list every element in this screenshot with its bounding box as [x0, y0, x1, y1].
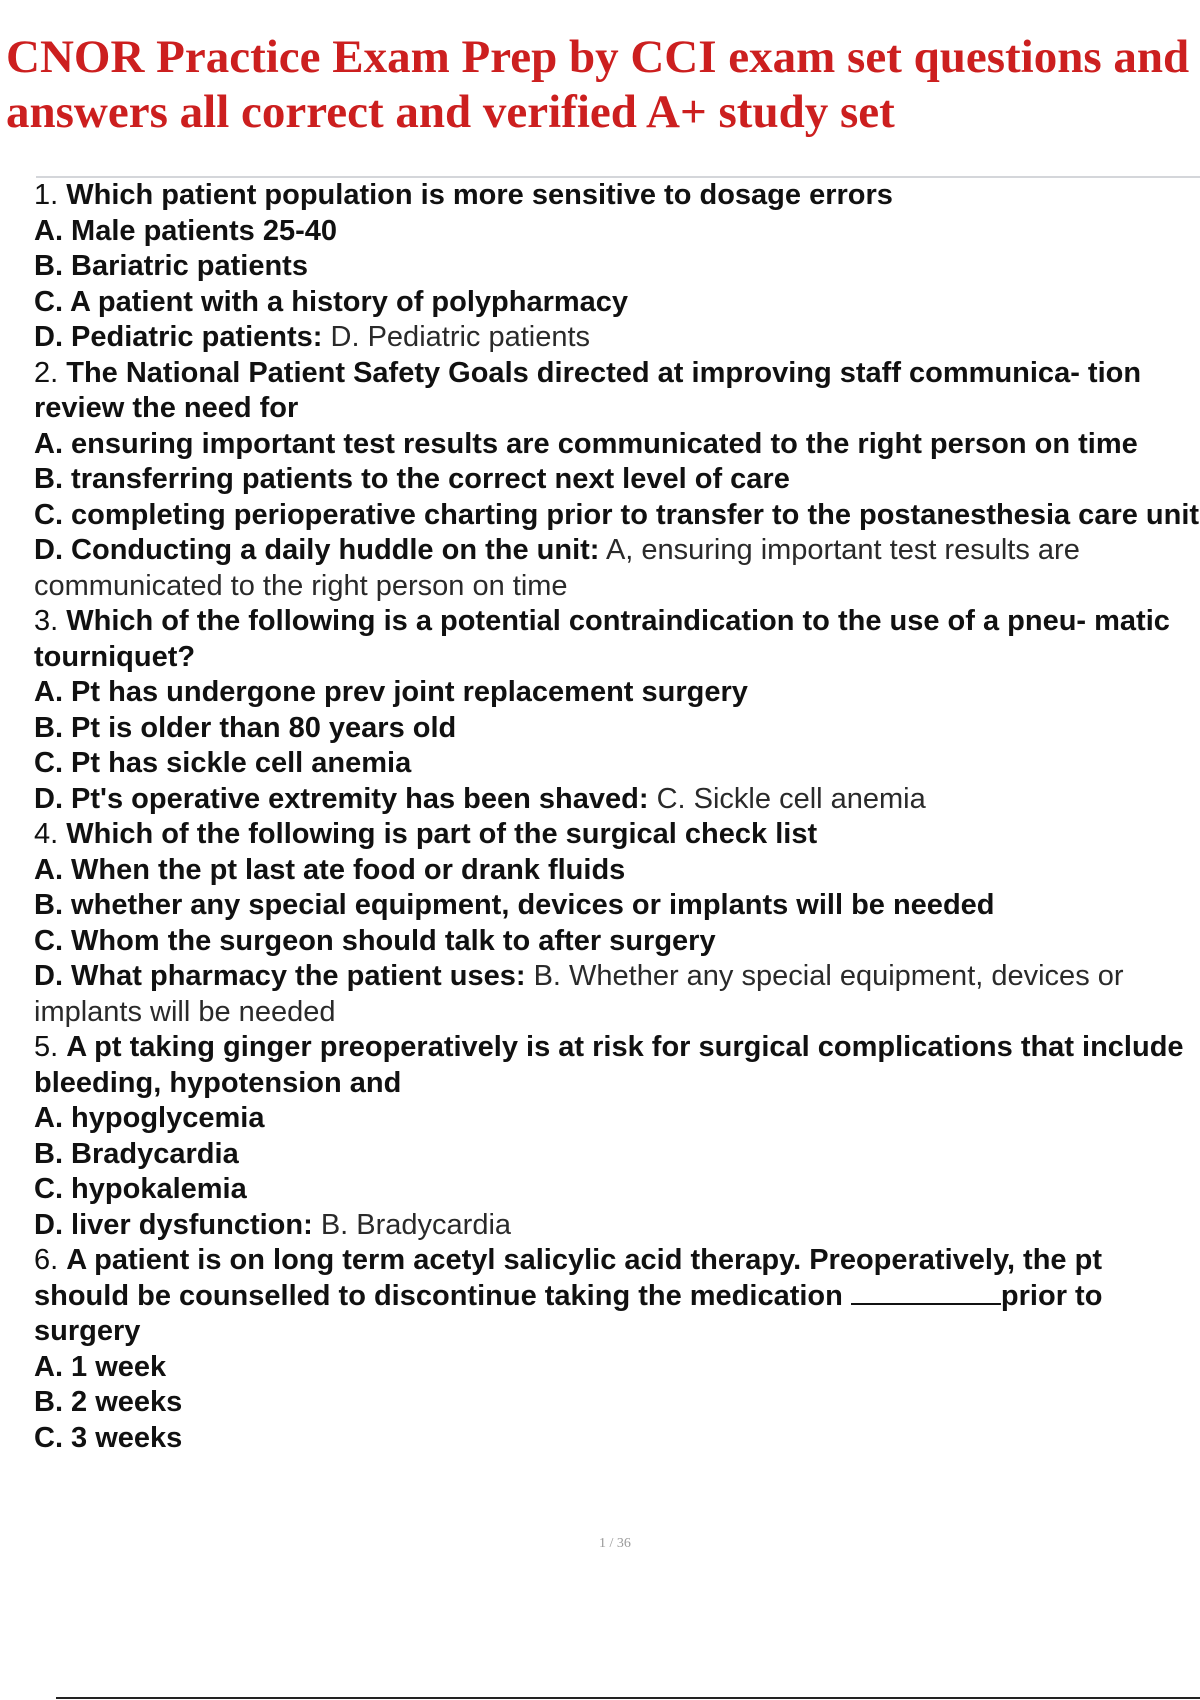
option-text: D. What pharmacy the patient uses:	[34, 960, 526, 992]
question-6-stem-line-3	[34, 1314, 1200, 1350]
option-c	[34, 1421, 1200, 1457]
question-number: 4.	[34, 818, 59, 850]
option-text: C. Pt has sickle cell anemia	[34, 747, 412, 779]
option-c	[34, 924, 1200, 960]
option-text: A. When the pt last ate food or drank fluids	[34, 853, 626, 886]
question-text: should be counselled to discontinue taking the medication	[34, 1279, 843, 1312]
option-text: B. Bariatric patients	[34, 250, 308, 282]
question-1	[34, 178, 1200, 356]
option-text: D. Conducting a daily huddle on the unit:	[34, 534, 600, 566]
option-text: B. transferring patients to the correct next level of care	[34, 463, 790, 495]
option-a	[34, 675, 1200, 711]
question-2-stem	[34, 356, 1200, 427]
option-a	[34, 427, 1200, 463]
option-text: D. Pediatric patients:	[34, 321, 323, 353]
question-6-stem-line-2	[34, 1279, 1200, 1315]
option-b	[34, 888, 1200, 924]
answer-text: D. Pediatric patients	[330, 321, 591, 353]
page-number: 1 / 36	[599, 1536, 631, 1551]
option-a	[34, 853, 1200, 889]
option-a	[34, 1101, 1200, 1137]
document-title	[6, 30, 1200, 140]
option-text: C. Whom the surgeon should talk to after surgery	[34, 924, 716, 957]
option-c	[34, 1172, 1200, 1208]
question-text: A pt taking ginger preoperatively is at risk for surgical complications that include bleeding, hypotension and	[34, 1031, 1184, 1099]
option-d	[34, 959, 1200, 1030]
question-text: Which of the following is part of the surgical check list	[66, 818, 818, 850]
question-3	[34, 604, 1200, 817]
question-6-stem-line-1	[34, 1243, 1200, 1279]
option-c	[34, 285, 1200, 321]
option-text: A. ensuring important test results are communicated to the right person on time	[34, 427, 1138, 460]
answer-text: C. Sickle cell anemia	[656, 782, 926, 815]
option-d	[34, 782, 1200, 818]
question-list	[34, 178, 1200, 1456]
question-text: A patient is on long term acetyl salicylic acid therapy. Preoperatively, the pt	[66, 1244, 1102, 1276]
option-c	[34, 498, 1200, 534]
question-2	[34, 356, 1200, 605]
footer-divider	[56, 1697, 1200, 1699]
option-c	[34, 746, 1200, 782]
option-text: B. 2 weeks	[34, 1386, 183, 1418]
question-5-stem	[34, 1030, 1200, 1101]
question-number: 1.	[34, 179, 59, 211]
question-1-stem	[34, 178, 1200, 214]
document-title-line-1: CNOR Practice Exam Prep by CCI exam set questions and	[6, 31, 1190, 83]
question-number: 6.	[34, 1244, 59, 1276]
answer-text: A, ensuring important test results are communicated to the right person on time	[34, 534, 1080, 602]
option-b	[34, 1385, 1200, 1421]
question-4-stem	[34, 817, 1200, 853]
answer-text: B. Whether any special equipment, devices or implants will be needed	[34, 960, 1124, 1028]
question-text: The National Patient Safety Goals directed at improving staff communica- tion review the need for	[34, 356, 1142, 424]
option-text: D. liver dysfunction:	[34, 1208, 313, 1241]
option-text: B. Pt is older than 80 years old	[34, 711, 457, 744]
option-text: D. Pt's operative extremity has been shaved:	[34, 782, 649, 815]
option-a	[34, 214, 1200, 250]
option-text: A. 1 week	[34, 1350, 167, 1383]
fill-in-blank	[851, 1279, 1001, 1305]
option-b	[34, 249, 1200, 285]
option-d	[34, 533, 1200, 604]
option-b	[34, 1137, 1200, 1173]
question-5	[34, 1030, 1200, 1243]
option-d	[34, 1208, 1200, 1244]
option-text: B. whether any special equipment, devices or implants will be needed	[34, 889, 995, 921]
question-4	[34, 817, 1200, 1030]
question-number: 2.	[34, 356, 59, 389]
option-text: C. 3 weeks	[34, 1421, 183, 1454]
option-a	[34, 1350, 1200, 1386]
option-text: C. completing perioperative charting prior to transfer to the postanesthesia care unit	[34, 498, 1200, 531]
question-3-stem	[34, 604, 1200, 675]
question-number: 3.	[34, 605, 59, 637]
option-text: B. Bradycardia	[34, 1137, 239, 1170]
option-text: A. hypoglycemia	[34, 1102, 265, 1134]
question-text: Which of the following is a potential contraindication to the use of a pneu- matic tourniquet?	[34, 605, 1170, 673]
document-title-line-2: answers all correct and verified A+ study set	[6, 86, 895, 138]
option-text: C. hypokalemia	[34, 1173, 247, 1205]
option-text: A. Male patients 25-40	[34, 214, 337, 247]
question-text: prior to	[1000, 1279, 1103, 1312]
question-text: surgery	[34, 1315, 141, 1347]
option-text: A. Pt has undergone prev joint replacement surgery	[34, 676, 748, 708]
question-text: Which patient population is more sensitive to dosage errors	[66, 179, 893, 211]
answer-text: B. Bradycardia	[320, 1208, 512, 1241]
option-d	[34, 320, 1200, 356]
option-b	[34, 462, 1200, 498]
question-number: 5.	[34, 1031, 59, 1063]
question-6	[34, 1243, 1200, 1456]
option-text: C. A patient with a history of polypharmacy	[34, 285, 629, 318]
option-b	[34, 711, 1200, 747]
